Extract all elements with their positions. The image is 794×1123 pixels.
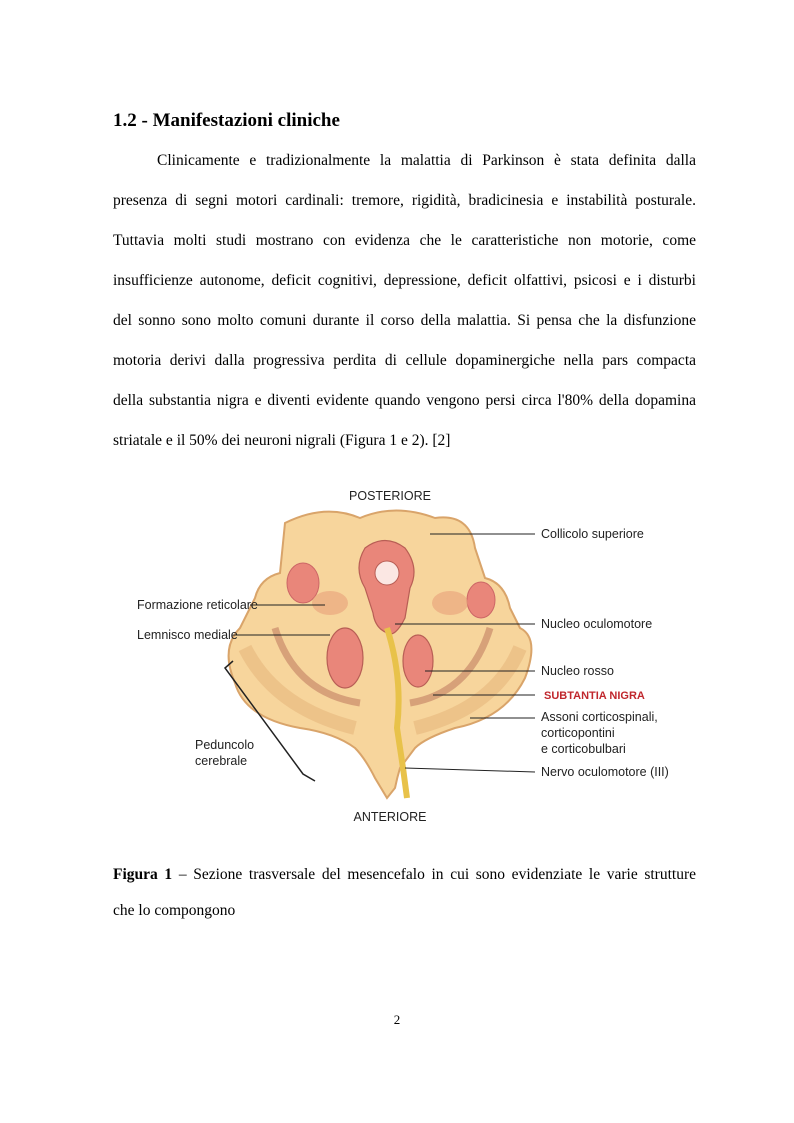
paragraph-line: presenza di segni motori cardinali: tremore, rigidità, bradicinesia e instabilità posturale. [113,192,696,209]
midbrain-illustration [125,478,675,838]
label-nucleo-rosso: Nucleo rosso [541,664,614,678]
paragraph-line: della substantia nigra e diventi evidente quando vengono persi circa l'80% della dopamina [113,392,696,409]
label-nucleo-oculomotore: Nucleo oculomotore [541,617,653,631]
caption-line [113,866,696,884]
anterior-label: ANTERIORE [353,810,427,824]
paragraph-line: Tuttavia molti studi mostrano con evidenza che le caratteristiche non motorie, come [113,232,696,249]
label-peduncolo-2: cerebrale [195,754,248,768]
label-nervo: Nervo oculomotore (III) [541,765,669,779]
body-paragraph [113,151,696,471]
caption-text: – Sezione trasversale del mesencefalo in cui sono evidenziate le varie strutture [172,866,696,883]
paragraph-line: motoria derivi dalla progressiva perdita di cellule dopaminergiche nella pars compacta [113,352,696,369]
caption-line: che lo compongono [113,902,236,919]
posterior-label: POSTERIORE [349,489,431,503]
midbrain-figure [125,478,675,838]
label-substantia-nigra: SUBTANTIA NIGRA [544,690,645,702]
label-assoni-1: Assoni corticospinali, [541,710,658,724]
section-heading: 1.2 - Manifestazioni cliniche [113,110,340,131]
paragraph-line: striatale e il 50% dei neuroni nigrali (Figura 1 e 2). [2] [113,432,451,449]
paragraph-line: Clinicamente e tradizionalmente la malattia di Parkinson è stata definita dalla [157,152,696,169]
page-number: 2 [393,1012,401,1027]
paragraph-line: del sonno sono molto comuni durante il corso della malattia. Si pensa che la disfunzione [113,312,696,329]
label-assoni-3: e corticobulbari [541,742,626,756]
label-peduncolo-1: Peduncolo [195,738,255,752]
label-collicolo: Collicolo superiore [541,527,644,541]
label-lemnisco-mediale: Lemnisco mediale [137,628,238,642]
figure-caption [113,866,696,926]
paragraph-line: insufficienze autonome, deficit cognitivi, depressione, deficit olfattivi, psicosi e i disturbi [113,272,696,289]
label-assoni-2: corticopontini [541,726,615,740]
caption-label: Figura 1 [113,866,173,883]
label-formazione-reticolare: Formazione reticolare [137,598,258,612]
